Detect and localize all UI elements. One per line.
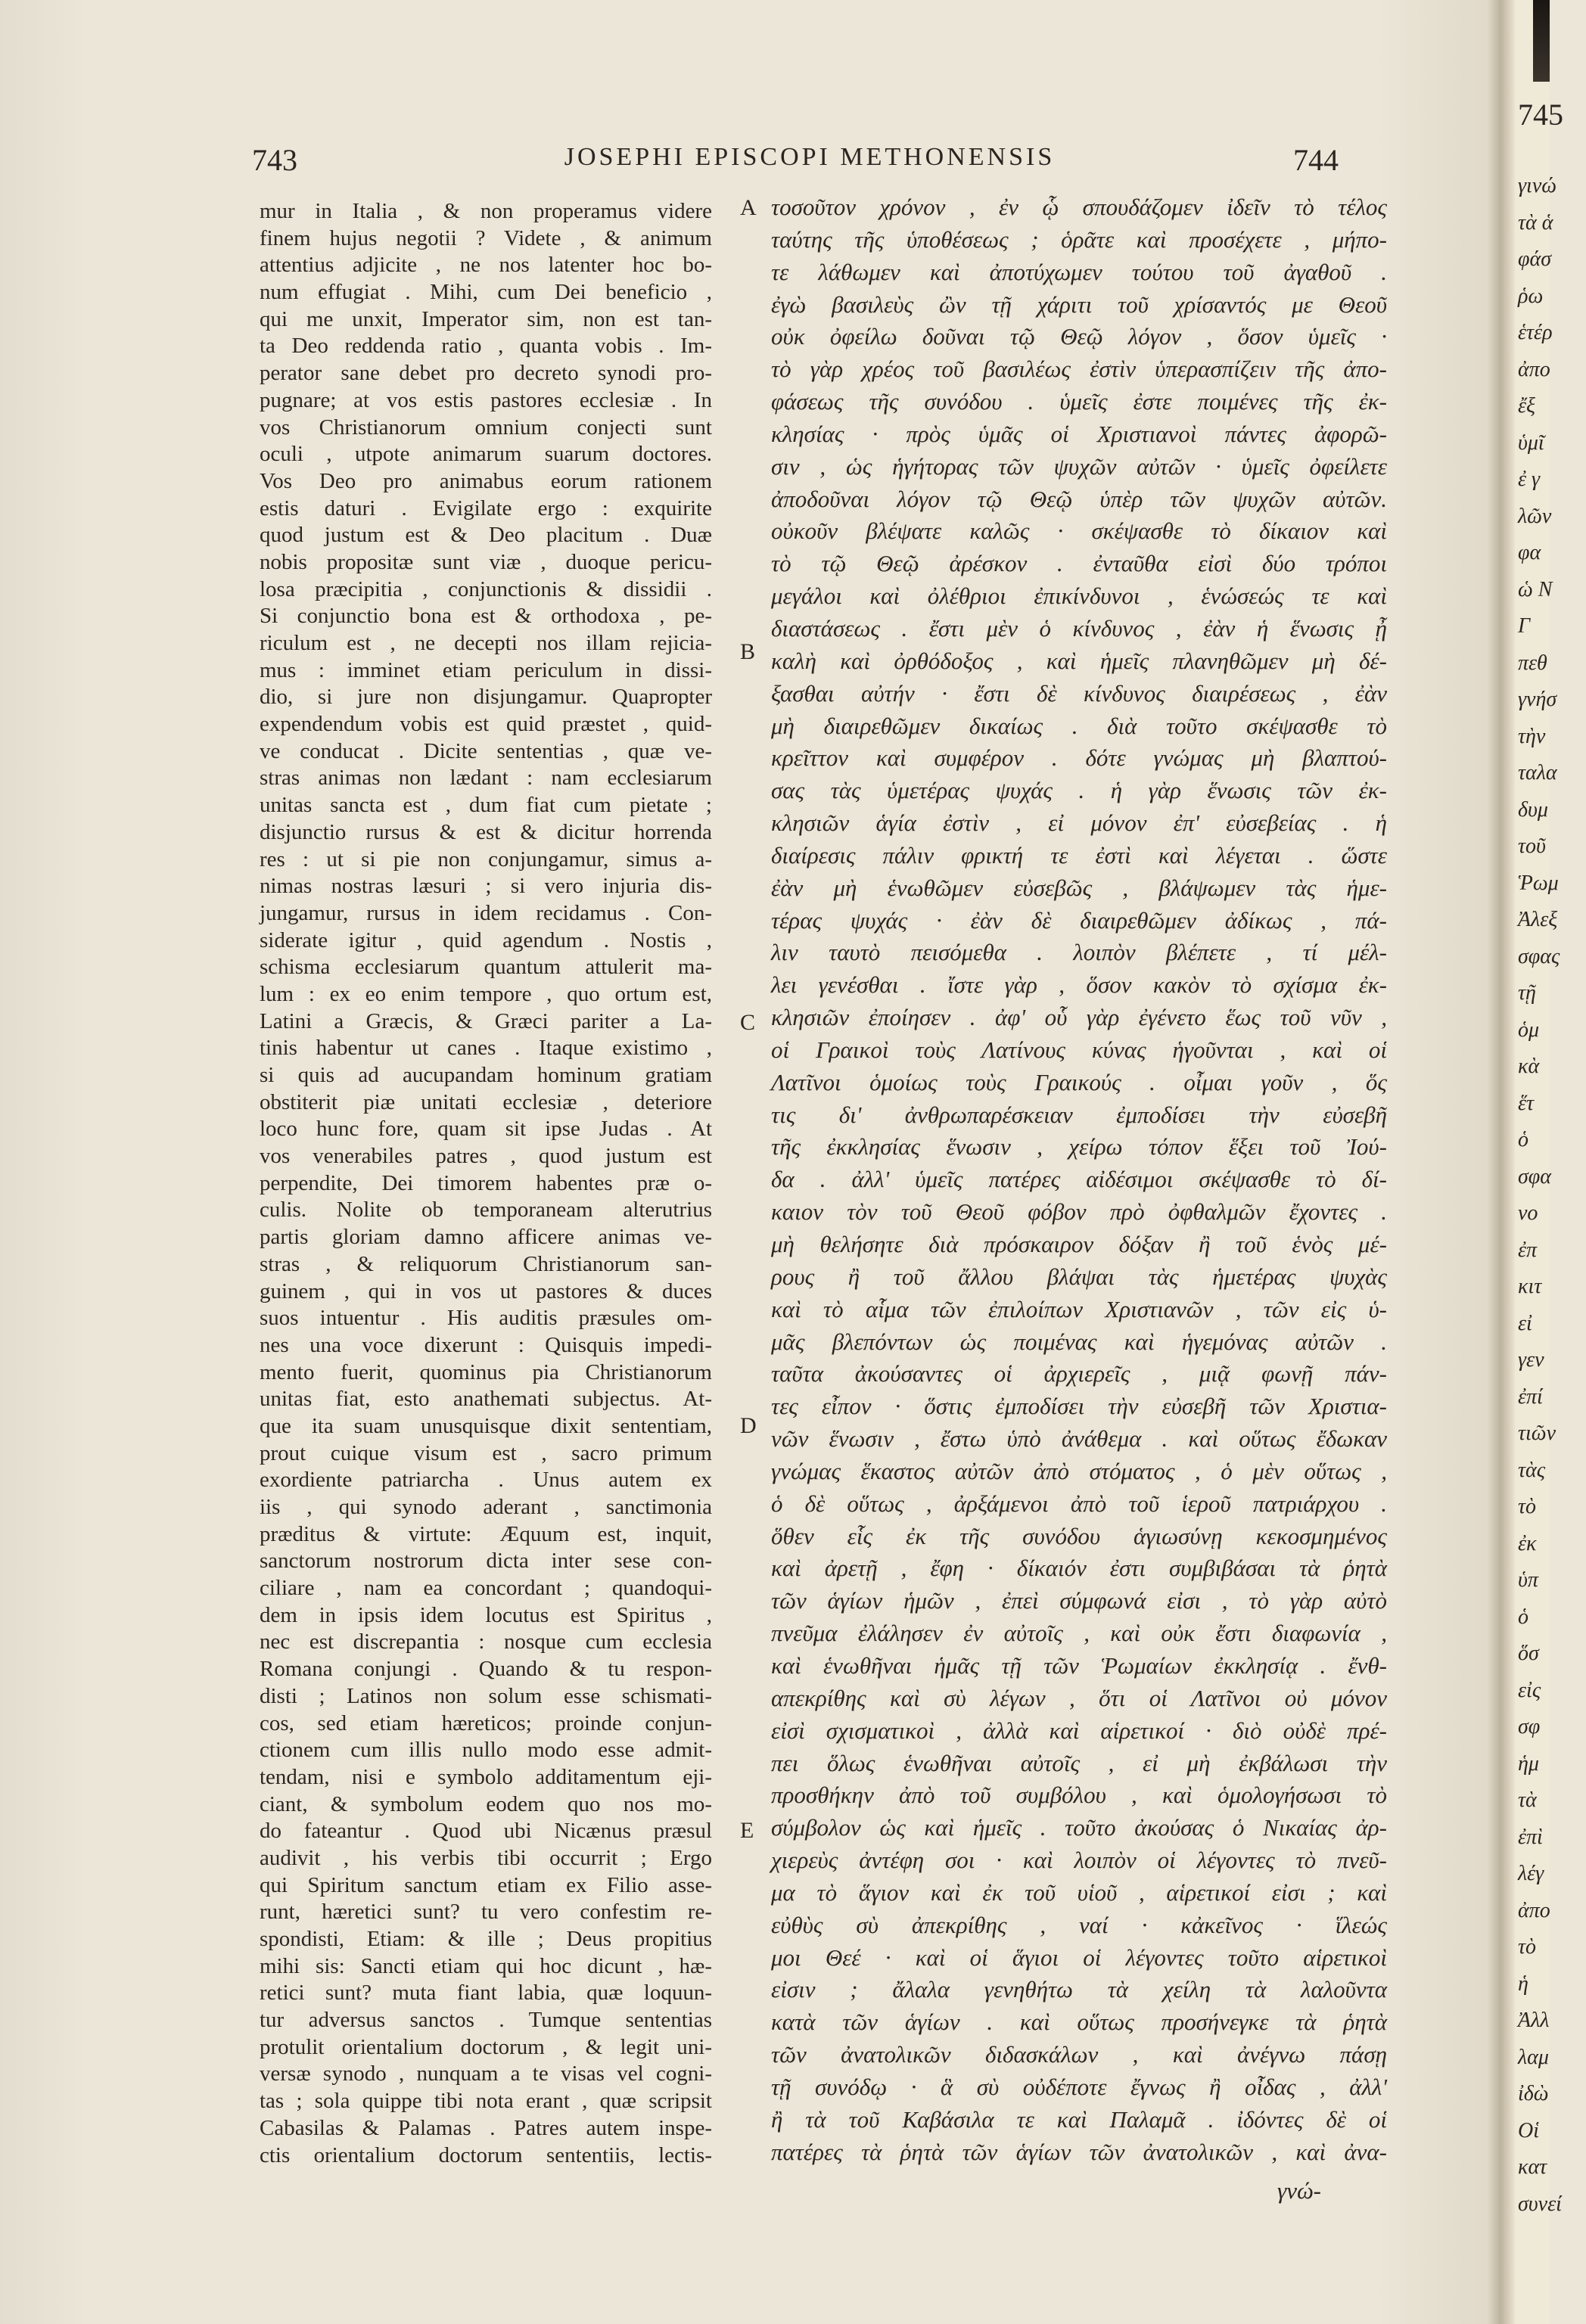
adjacent-page-fragment: ἡμ: [1518, 1751, 1539, 1776]
latin-text-line: exordiente patriarcha . Unus autem ex: [260, 1468, 712, 1493]
adjacent-page-fragment: Ἀλλ: [1518, 2009, 1550, 2032]
latin-text-line: stras animas non lædant : nam ecclesiarum: [260, 766, 712, 791]
latin-text-line: qui me unxit, Imperator sim, non est tan-: [260, 306, 712, 331]
greek-text-line: μὴ διαιρεθῶμεν δικαίως . διὰ τοῦτο σκέψασθε τὸ: [771, 712, 1387, 739]
adjacent-page-fragment: τῇ: [1518, 981, 1536, 1005]
latin-text-line: ctionem cum illis nullo modo esse admit-: [260, 1738, 712, 1763]
greek-column: [771, 191, 1387, 2168]
adjacent-page-fragment: ἐ γ: [1518, 468, 1541, 491]
latin-text-line: que ita suam unusquisque dixit sententiam,: [260, 1413, 712, 1438]
adjacent-page-fragment: Ἀλεξ: [1518, 908, 1558, 931]
greek-text-line: τῇ συνόδῳ · ἃ σὺ οὐδέποτε ἔγνως ἢ οἶδας , ἀλλ': [771, 2073, 1387, 2100]
latin-text-line: vos venerabiles patres , quod justum est: [260, 1144, 712, 1169]
greek-text-line: εὐθὺς σὺ ἀπεκρίθης , ναί · κἀκεῖνος · ἵλεώς: [771, 1911, 1387, 1938]
greek-text-line: κατὰ τῶν ἁγίων . καὶ οὕτως προσήνεγκε τὰ ῥητὰ: [771, 2009, 1387, 2036]
margin-letter-a: A: [740, 195, 757, 220]
running-title: JOSEPHI EPISCOPI METHONENSIS: [564, 143, 1056, 171]
latin-text-line: guinem , qui in vos ut pastores & duces: [260, 1279, 712, 1303]
latin-text-line: attentius adjicite , ne nos latenter hoc bo-: [260, 253, 712, 278]
adjacent-page-fragments: [1518, 168, 1586, 2223]
adjacent-page-strip: [1515, 0, 1563, 2324]
latin-text-line: suos intuentur . His auditis præsules om-: [260, 1306, 712, 1331]
page-number-left: 743: [252, 143, 297, 177]
latin-text-line: siderate igitur , quid agendum . Nostis ,: [260, 927, 712, 952]
greek-text-line: σιν , ὡς ἡγήτορας τῶν ψυχῶν αὐτῶν · ὑμεῖς ὀφείλετε: [771, 452, 1387, 480]
latin-text-line: obstiterit piæ unitati ecclesiæ , deteriore: [260, 1089, 712, 1114]
latin-text-line: Si conjunctio bona est & orthodoxa , pe-: [260, 604, 712, 629]
adjacent-page-fragment: πεθ: [1518, 651, 1547, 675]
greek-text-line: τῆς ἐκκλησίας ἕνωσιν , χείρω τόπον ἕξει τοῦ Ἰού-: [771, 1133, 1387, 1160]
greek-text-line: κρεῖττον καὶ συμφέρον . δότε γνώμας μὴ βλαπτού-: [771, 744, 1387, 772]
greek-text-line: κλησιῶν ἐποίησεν . ἀφ' οὗ γὰρ ἐγένετο ἕως τοῦ νῦν ,: [771, 1004, 1387, 1031]
adjacent-page-fragment: τὴν: [1518, 724, 1546, 748]
adjacent-page-fragment: σφ: [1518, 1715, 1541, 1738]
latin-text-line: dio, si jure non disjungamur. Quapropter: [260, 685, 712, 710]
latin-text-line: perator sane debet pro decreto synodi pro-: [260, 361, 712, 386]
latin-text-line: mus : imminet etiam periculum in dissi-: [260, 657, 712, 682]
adjacent-page-fragment: ὁ: [1518, 1128, 1528, 1151]
latin-text-line: losa præcipitia , conjunctionis & dissidii .: [260, 576, 712, 601]
latin-text-line: dem in ipsis idem locutus est Spiritus ,: [260, 1602, 712, 1627]
adjacent-page-fragment: δυμ: [1518, 797, 1548, 822]
greek-text-line: προσθήκην ἀπὸ τοῦ συμβόλου , καὶ ὁμολογήσωσι τὸ: [771, 1782, 1387, 1809]
latin-text-line: ctis orientalium doctorum sententiis, lectis-: [260, 2142, 712, 2167]
latin-text-line: retici sunt? muta fiant labia, quæ loquun-: [260, 1981, 712, 2006]
latin-text-line: culis. Nolite ob temporaneam alterutrius: [260, 1198, 712, 1223]
latin-text-line: pugnare; at vos estis pastores ecclesiæ . In: [260, 387, 712, 412]
latin-text-line: nimas nostras læsuri ; si vero injuria dis-: [260, 874, 712, 899]
greek-text-line: μὴ θελήσητε διὰ πρόσκαιρον δόξαν ἢ τοῦ ἑνὸς μέ-: [771, 1231, 1387, 1257]
adjacent-page-fragment: ἀπο: [1518, 357, 1550, 381]
greek-text-line: δα . ἀλλ' ὑμεῖς πατέρες αἰδέσιμοι σκέψασθε τὸ δί-: [771, 1166, 1387, 1193]
greek-text-line: μα τὸ ἅγιον καὶ ἐκ τοῦ υἱοῦ , αἱρετικοί εἰσι ; καὶ: [771, 1878, 1387, 1906]
greek-text-line: τις δι' ἀνθρωπαρέσκειαν ἐμποδίσει τὴν εὐσεβῆ: [771, 1101, 1387, 1128]
latin-text-line: tendam, nisi e symbolo additamentum eji-: [260, 1764, 712, 1789]
page-gutter-shadow: [1488, 0, 1516, 2324]
latin-text-line: tur adversus sanctos . Tumque sententias: [260, 2008, 712, 2033]
adjacent-page-fragment: συνεί: [1518, 2192, 1562, 2216]
greek-text-line: ταύτης τῆς ὑποθέσεως ; ὁρᾶτε καὶ προσέχετε , μήπο-: [771, 225, 1387, 253]
margin-letter-b: B: [740, 639, 756, 664]
greek-text-line: φάσεως τῆς συνόδου . ὑμεῖς ἐστε ποιμένες τῆς ἐκ-: [771, 388, 1387, 415]
greek-text-line: ταῦτα ἀκούσαντες οἱ ἀρχιερεῖς , μιᾷ φωνῇ πάν-: [771, 1360, 1387, 1387]
latin-text-line: schisma ecclesiarum quantum attulerit ma-: [260, 955, 712, 980]
adjacent-page-fragment: τὰ: [1518, 1788, 1537, 1812]
adjacent-page-fragment: ἔξ: [1518, 394, 1536, 418]
adjacent-page-fragment: ῥω: [1518, 284, 1544, 308]
adjacent-page-fragment: γνήσ: [1518, 688, 1557, 711]
greek-text-line: καὶ ἀρετῇ , ἔφη · δίκαιόν ἐστι συμβιβάσαι τὰ ῥητὰ: [771, 1555, 1387, 1582]
adjacent-page-fragment: κιτ: [1518, 1275, 1542, 1298]
latin-text-line: præditus & virtute: Æquum est, inquit,: [260, 1521, 712, 1546]
greek-text-line: μοι Θεέ · καὶ οἱ ἅγιοι οἱ λέγοντες τοῦτο αἱρετικοὶ: [771, 1943, 1387, 1971]
latin-text-line: mur in Italia , & non properamus videre: [260, 199, 712, 223]
latin-text-line: vos Christianorum omnium conjecti sunt: [260, 415, 712, 440]
adjacent-page-fragment: τὸ: [1518, 1935, 1537, 1959]
latin-text-line: ta Deo reddenda ratio , quanta vobis . Im-: [260, 334, 712, 359]
latin-text-line: iis , qui synodo aderant , sanctimonia: [260, 1495, 712, 1519]
greek-text-line: τες εἶπον · ὅστις ἐμποδίσει τὴν εὐσεβῆ τῶν Χριστια-: [771, 1393, 1387, 1420]
greek-text-line: εἰσὶ σχισματικοὶ , ἀλλὰ καὶ αἱρετικοί · διὸ οὐδὲ πρέ-: [771, 1717, 1387, 1744]
adjacent-page-fragment: τιῶν: [1518, 1421, 1556, 1445]
latin-text-line: quod justum est & Deo placitum . Duæ: [260, 523, 712, 548]
greek-text-line: τοσοῦτον χρόνον , ἐν ᾧ σπουδάζομεν ἰδεῖν τὸ τέλος: [771, 194, 1387, 220]
latin-text-line: partis gloriam damno afficere animas ve-: [260, 1225, 712, 1250]
latin-text-line: protulit orientalium doctorum , & legit uni-: [260, 2034, 712, 2059]
latin-text-line: runt, hæretici sunt? tu vero confestim re-: [260, 1900, 712, 1925]
greek-text-line: γνώμας ἕκαστος αὐτῶν ἀπὸ στόματος , ὁ μὲν οὕτως ,: [771, 1457, 1387, 1484]
adjacent-page-fragment: φάσ: [1518, 247, 1551, 271]
latin-text-line: res : ut si pie non conjungamur, simus a-: [260, 847, 712, 872]
greek-text-line: καλὴ καὶ ὀρθόδοξος , καὶ ἡμεῖς πλανηθῶμεν μὴ δέ-: [771, 647, 1387, 674]
adjacent-page-fragment: ὁμ: [1518, 1018, 1540, 1042]
latin-text-line: riculum est , ne decepti nos illam rejicia-: [260, 631, 712, 655]
greek-text-line: τὸ γὰρ χρέος τοῦ βασιλέως ἐστὶν ὑπερασπίζειν τῆς ἀπο-: [771, 356, 1387, 383]
greek-text-line: απεκρίθης καὶ σὺ λέγων , ὅτι οἱ Λατῖνοι οὐ μόνον: [771, 1684, 1387, 1711]
adjacent-page-fragment: ἐκ: [1518, 1531, 1537, 1555]
latin-text-line: mihi sis: Sancti etiam qui hoc dicunt , hæ-: [260, 1953, 712, 1978]
adjacent-page-fragment: ἐπ: [1518, 1238, 1538, 1262]
greek-text-line: τέρας ψυχάς · ἐὰν δὲ διαιρεθῶμεν ἀδίκως , πά-: [771, 906, 1387, 934]
margin-letter-c: C: [740, 1010, 756, 1035]
greek-text-line: ἐγὼ βασιλεὺς ὢν τῇ χάριτι τοῦ χρίσαντός με Θεοῦ: [771, 290, 1387, 318]
latin-text-line: disjunctio rursus & est & dicitur horrenda: [260, 819, 712, 844]
adjacent-page-fragment: τοῦ: [1518, 834, 1546, 858]
adjacent-page-fragment: Γ: [1518, 614, 1530, 638]
latin-text-line: sanctorum nostrorum dicta inter sese con-: [260, 1549, 712, 1574]
adjacent-page-fragment: νο: [1518, 1201, 1538, 1225]
latin-text-line: loco hunc fore, quam sit ipse Judas . At: [260, 1117, 712, 1142]
adjacent-page-fragment: ὅσ: [1518, 1642, 1539, 1665]
adjacent-page-fragment: τὰ ἁ: [1518, 210, 1553, 235]
greek-text-line: λιν ταυτὸ πεισόμεθα . λοιπὸν βλέπετε , τί μέλ-: [771, 939, 1387, 966]
latin-text-line: lum : ex eo enim tempore , quo ortum est,: [260, 981, 712, 1006]
adjacent-page-fragment: ὁ: [1518, 1605, 1528, 1629]
adjacent-page-fragment: Ῥωμ: [1518, 871, 1559, 895]
greek-text-line: σας τὰς ὑμετέρας ψυχάς . ἡ γὰρ ἕνωσις τῶν ἐκ-: [771, 777, 1387, 804]
greek-text-line: οἱ Γραικοὶ τοὺς Λατίνους κύνας ἡγοῦνται , καὶ οἱ: [771, 1036, 1387, 1063]
adjacent-page-fragment: κὰ: [1518, 1055, 1540, 1078]
greek-text-line: οὐκ ὀφείλω δοῦναι τῷ Θεῷ λόγον , ὅσον ὑμεῖς ·: [771, 323, 1387, 350]
adjacent-page-fragment: γινώ: [1518, 174, 1556, 197]
greek-text-line: μᾶς βλεπόντων ὡς ποιμένας καὶ ἡγεμόνας αὐτῶν .: [771, 1328, 1387, 1355]
greek-text-line: κλησιῶν ἁγία ἐστὶν , εἰ μόνον ἐπ' εὐσεβείας . ἡ: [771, 809, 1387, 837]
latin-text-line: do fateantur . Quod ubi Nicænus præsul: [260, 1819, 712, 1844]
latin-text-line: Romana conjungi . Quando & tu respon-: [260, 1657, 712, 1682]
latin-text-line: jungamur, rursus in idem recidamus . Con-: [260, 900, 712, 925]
greek-text-line: διαστάσεως . ἔστι μὲν ὁ κίνδυνος , ἐὰν ἡ ἕνωσις ᾖ: [771, 614, 1387, 642]
greek-text-line: ὅθεν εἷς ἐκ τῆς συνόδου ἁγιωσύνῃ κεκοσμημένος: [771, 1522, 1387, 1549]
greek-text-line: καὶ τὸ αἷμα τῶν ἐπιλοίπων Χριστιανῶν , τῶν εἰς ὑ-: [771, 1295, 1387, 1322]
greek-text-line: τῶν ἀνατολικῶν διδασκάλων , καὶ ἀνέγνω πάσῃ: [771, 2041, 1387, 2068]
latin-text-line: perpendite, Dei timorem habentes præ o-: [260, 1170, 712, 1195]
latin-text-line: expendendum vobis est quid præstet , quid-: [260, 712, 712, 737]
greek-text-line: διαίρεσις πάλιν φρικτή τε ἐστὶ καὶ λέγεται . ὥστε: [771, 841, 1387, 868]
latin-text-line: cos, sed etiam hæreticos; proinde conjun-: [260, 1710, 712, 1735]
latin-text-line: estis daturi . Evigilate ergo : exquirite: [260, 496, 712, 520]
adjacent-page-fragment: γεν: [1518, 1348, 1544, 1372]
greek-text-line: χιερεὺς ἀντέφη σοι · καὶ λοιπὸν οἱ λέγοντες τὸ πνεῦ-: [771, 1847, 1387, 1874]
latin-text-line: unitas fiat, esto anathemati subjectus. At-: [260, 1387, 712, 1412]
adjacent-page-fragment: ὡ Ν: [1518, 577, 1553, 601]
greek-text-line: τὸ τῷ Θεῷ ἀρέσκον . ἐνταῦθα εἰσὶ δύο τρόποι: [771, 550, 1387, 577]
latin-text-line: Vos Deo pro animabus eorum rationem: [260, 468, 712, 493]
adjacent-page-number: 745: [1518, 98, 1563, 132]
adjacent-page-fragment: ὑπ: [1518, 1568, 1538, 1592]
greek-text-line: ξασθαι αὐτήν · ἔστι δὲ κίνδυνος διαιρέσεως , ἐὰν: [771, 679, 1387, 707]
greek-text-line: πνεῦμα ἐλάλησεν ἐν αὐτοῖς , καὶ οὐκ ἔστι διαφωνία ,: [771, 1620, 1387, 1647]
latin-text-line: ve conducat . Dicite sententias , quæ ve-: [260, 738, 712, 763]
latin-text-line: nobis propositæ sunt viæ , duoque pericu-: [260, 549, 712, 574]
greek-text-line: ἀποδοῦναι λόγον τῷ Θεῷ ὑπὲρ τῶν ψυχῶν αὐτῶν.: [771, 485, 1387, 512]
greek-text-line: τῶν ἁγίων ἡμῶν , ἐπεὶ σύμφωνά εἰσι , τὸ γὰρ αὐτὸ: [771, 1587, 1387, 1614]
greek-text-line: πατέρες τὰ ῥητὰ τῶν ἁγίων τῶν ἀνατολικῶν , καὶ ἀνα-: [771, 2138, 1387, 2165]
catchword: γνώ-: [1277, 2177, 1321, 2204]
adjacent-page-fragment: σφα: [1518, 1164, 1551, 1188]
latin-text-line: stras , & reliquorum Christianorum san-: [260, 1251, 712, 1276]
greek-text-line: νῶν ἕνωσιν , ἔστω ὑπὸ ἀνάθεμα . καὶ οὕτως ἔδωκαν: [771, 1425, 1387, 1452]
greek-text-line: ὁ δὲ οὕτως , ἀρξάμενοι ἀπὸ τοῦ ἱεροῦ πατριάρχου .: [771, 1490, 1387, 1517]
adjacent-page-fragment: εἰ: [1518, 1311, 1532, 1335]
greek-text-line: σύμβολον ὡς καὶ ἡμεῖς . τοῦτο ἀκούσας ὁ Νικαίας ἀρ-: [771, 1814, 1387, 1841]
latin-text-line: disti ; Latinos non solum esse schismati-: [260, 1683, 712, 1708]
latin-text-line: unitas sancta est , dum fiat cum pietate ;: [260, 793, 712, 818]
adjacent-page-fragment: λέγ: [1518, 1862, 1544, 1885]
greek-text-line: λει γενέσθαι . ἴστε γὰρ , ὅσον κακὸν τὸ σχίσμα ἐκ-: [771, 971, 1387, 999]
latin-column: [260, 198, 712, 2169]
adjacent-page-fragment: ταλα: [1518, 761, 1557, 785]
greek-text-line: Λατῖνοι ὁμοίως τοὺς Γραικούς . οἶμαι γοῦν , ὅς: [771, 1068, 1387, 1095]
adjacent-page-fragment: ὑμῖ: [1518, 430, 1544, 455]
margin-letter-d: D: [740, 1413, 757, 1438]
dark-corner-background: [1533, 0, 1550, 82]
greek-text-line: ἐὰν μὴ ἑνωθῶμεν εὐσεβῶς , βλάψωμεν τὰς ἡμε-: [771, 874, 1387, 901]
greek-text-line: εἰσιν ; ἄλαλα γενηθήτω τὰ χείλη τὰ λαλοῦντα: [771, 1976, 1387, 2003]
adjacent-page-fragment: ἡ: [1518, 1971, 1528, 1996]
adjacent-page-fragment: λῶν: [1518, 504, 1552, 528]
margin-letter-e: E: [740, 1818, 754, 1843]
greek-text-line: κλησίας · πρὸς ὑμᾶς οἱ Χριστιανοὶ πάντες ἀφορῶ-: [771, 420, 1387, 447]
adjacent-page-fragment: ἀπο: [1518, 1898, 1550, 1922]
latin-text-line: si quis ad aucupandam hominum gratiam: [260, 1063, 712, 1087]
latin-text-line: num effugiat . Mihi, cum Dei beneficio ,: [260, 280, 712, 305]
adjacent-page-fragment: ἐπί: [1518, 1384, 1543, 1409]
adjacent-page-fragment: κατ: [1518, 2155, 1547, 2179]
adjacent-page-fragment: εἰς: [1518, 1678, 1541, 1702]
adjacent-page-fragment: σφας: [1518, 944, 1560, 968]
greek-text-line: καιον τὸν τοῦ Θεοῦ φόβον πρὸ ὀφθαλμῶν ἔχοντες .: [771, 1198, 1387, 1226]
latin-text-line: versæ synodo , nunquam a te visas vel cogni-: [260, 2061, 712, 2086]
greek-text-line: μεγάλοι καὶ ὀλέθριοι ἐπικίνδυνοι , ἑνώσεώς τε καὶ: [771, 583, 1387, 610]
adjacent-page-fragment: τὸ: [1518, 1495, 1537, 1518]
adjacent-page-fragment: Οἱ: [1518, 2118, 1539, 2142]
latin-text-line: tas ; sola quippe tibi nota erant , quæ scripsit: [260, 2089, 712, 2114]
latin-text-line: qui Spiritum sanctum etiam ex Filio asse-: [260, 1872, 712, 1897]
latin-text-line: tinis habentur ut canes . Itaque existimo ,: [260, 1036, 712, 1061]
greek-text-line: ρους ἢ τοῦ ἄλλου βλάψαι τὰς ἡμετέρας ψυχὰς: [771, 1263, 1387, 1290]
latin-text-line: prout cuique visum est , sacro primum: [260, 1440, 712, 1465]
latin-text-line: audivit , his verbis tibi occurrit ; Ergo: [260, 1845, 712, 1870]
adjacent-page-fragment: λαμ: [1518, 2045, 1549, 2069]
greek-text-line: οὐκοῦν βλέψατε καλῶς · σκέψασθε τὸ δίκαιον καὶ: [771, 517, 1387, 545]
adjacent-page-fragment: ἑτέρ: [1518, 321, 1553, 344]
latin-text-line: ciliare , nam ea concordant ; quandoqui-: [260, 1576, 712, 1601]
latin-text-line: spondisti, Etiam: & ille ; Deus propitius: [260, 1927, 712, 1951]
latin-text-line: ciant, & symbolum eodem quo nos mo-: [260, 1791, 712, 1816]
page-number-right: 744: [1293, 143, 1339, 177]
greek-text-line: ἢ τὰ τοῦ Καβάσιλα τε καὶ Παλαμᾶ . ἰδόντες δὲ οἱ: [771, 2105, 1387, 2133]
latin-text-line: Cabasilas & Palamas . Patres autem inspe-: [260, 2115, 712, 2140]
greek-text-line: τε λάθωμεν καὶ ἀποτύχωμεν τούτου τοῦ ἀγαθοῦ .: [771, 258, 1387, 285]
adjacent-page-fragment: τὰς: [1518, 1458, 1546, 1482]
latin-text-line: oculi , utpote animarum suarum doctores.: [260, 442, 712, 467]
latin-text-line: Latini a Græcis, & Græci pariter a La-: [260, 1008, 712, 1033]
adjacent-page-fragment: ἕτ: [1518, 1091, 1535, 1115]
adjacent-page-fragment: ἐπὶ: [1518, 1825, 1543, 1849]
latin-text-line: mento fuerit, quominus pia Christianorum: [260, 1359, 712, 1384]
greek-text-line: καὶ ἑνωθῆναι ἡμᾶς τῇ τῶν Ῥωμαίων ἐκκλησίᾳ . ἔνθ-: [771, 1651, 1387, 1679]
adjacent-page-fragment: φα: [1518, 541, 1541, 564]
latin-text-line: nes una voce dixerunt : Quisquis impedi-: [260, 1332, 712, 1357]
greek-text-line: πει ὅλως ἑνωθῆναι αὐτοῖς , εἰ μὴ ἐκβάλωσι τὴν: [771, 1749, 1387, 1776]
adjacent-page-fragment: ἰδὼ: [1518, 2082, 1549, 2105]
latin-text-line: nec est discrepantia : nosque cum ecclesia: [260, 1630, 712, 1654]
latin-text-line: finem hujus negotii ? Videte , & animum: [260, 225, 712, 250]
